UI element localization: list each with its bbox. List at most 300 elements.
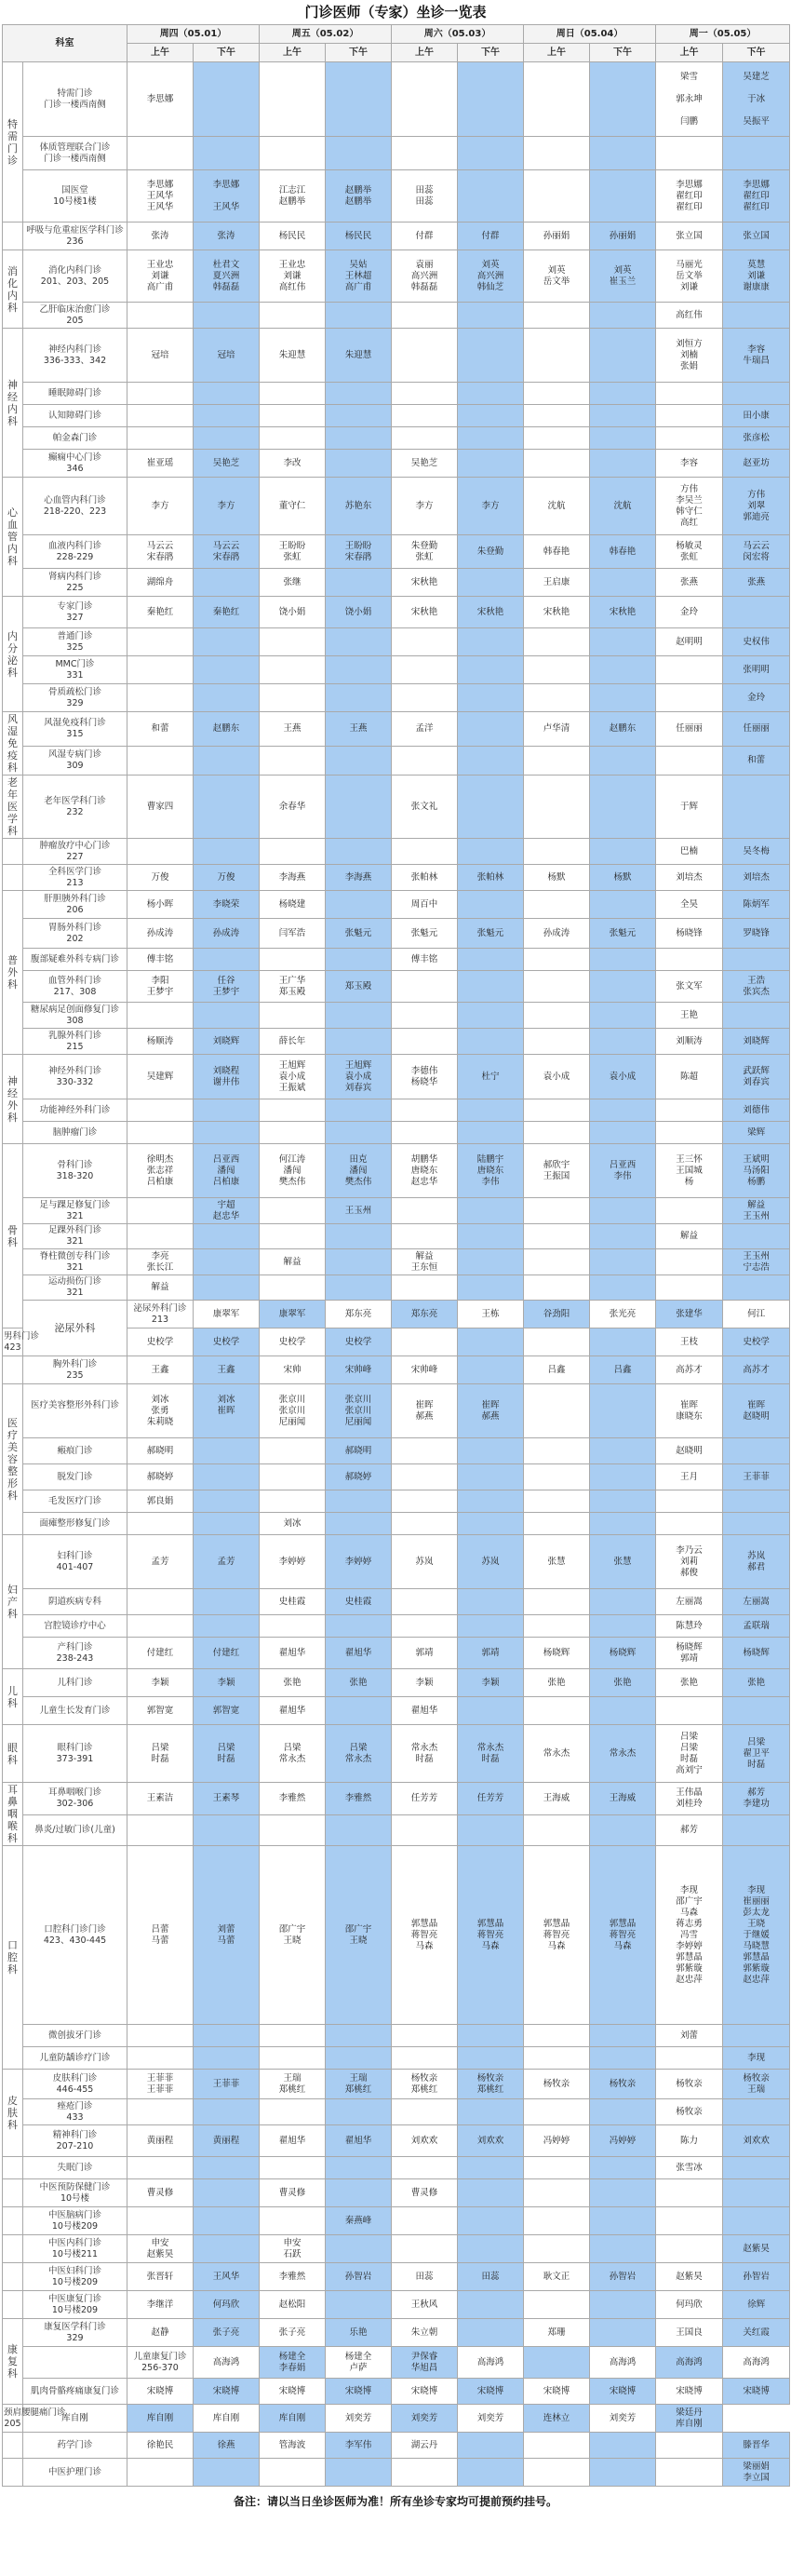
cell-text: 管海波 — [278, 2439, 306, 2450]
cell-text: 痤疮门诊 — [57, 2100, 93, 2111]
am-doctor-cell — [590, 2405, 656, 2433]
cell-text: 杨默 — [613, 871, 632, 883]
pm-header: 下午 — [723, 44, 790, 62]
cell-text: 10号楼209 — [51, 2276, 99, 2287]
cell-text: 普通门诊 — [57, 630, 93, 641]
cell-text: 中医脑病门诊 — [47, 2209, 101, 2220]
pm-doctor-cell — [723, 656, 790, 684]
cell-text: 康翠军 — [212, 1308, 240, 1319]
am-header: 上午 — [127, 44, 194, 62]
cell-text: 杨晓锋 — [676, 927, 703, 938]
pm-doctor-cell — [194, 1783, 260, 1815]
cell-text: 刘欢欢 — [410, 2135, 438, 2146]
cell-text: 郑玉殿 — [344, 980, 372, 991]
am-doctor-cell — [260, 450, 326, 478]
cell-text: 401-407 — [56, 1561, 94, 1572]
pm-doctor-cell — [458, 1198, 524, 1224]
cell-text: 赵紫昊 — [743, 2243, 770, 2254]
clinic-cell — [127, 2347, 194, 2379]
am-header: 上午 — [260, 44, 326, 62]
pm-doctor-cell — [458, 1249, 524, 1275]
cell-text: 李思娜 — [743, 179, 770, 190]
am-doctor-cell — [260, 1144, 326, 1198]
cell-text: 杨顺涛 — [146, 1035, 174, 1046]
dept-cell — [3, 2263, 23, 2291]
am-doctor-cell — [260, 1589, 326, 1615]
pm-doctor-cell — [326, 2263, 392, 2291]
dept-cell — [3, 2433, 23, 2459]
table-row — [3, 1301, 790, 1328]
am-doctor-cell — [524, 1535, 590, 1589]
pm-doctor-cell — [590, 250, 656, 303]
pm-doctor-cell — [723, 1055, 790, 1099]
pm-doctor-cell — [723, 2291, 790, 2319]
cell-text: 时磊 — [481, 1753, 500, 1764]
table-row — [3, 1099, 790, 1122]
pm-doctor-cell — [723, 1697, 790, 1725]
cell-text: 鼻炎/过敏门诊(儿童) — [34, 1825, 115, 1836]
pm-doctor-cell — [194, 628, 260, 656]
clinic-cell — [23, 628, 127, 656]
am-doctor-cell — [260, 62, 326, 137]
am-doctor-cell — [127, 891, 194, 919]
am-doctor-cell — [127, 1815, 194, 1846]
cell-text: 215 — [66, 1041, 84, 1052]
pm-doctor-cell — [458, 1144, 524, 1198]
am-doctor-cell — [127, 839, 194, 865]
cell-text: 付群 — [481, 230, 500, 241]
cell-text: 张魁元 — [476, 927, 504, 938]
am-doctor-cell — [392, 2433, 458, 2459]
cell-text: 郝君 — [747, 1561, 766, 1572]
cell-text: 潘闯 — [217, 1165, 235, 1176]
pm-doctor-cell — [458, 1783, 524, 1815]
pm-doctor-cell — [194, 1003, 260, 1029]
pm-doctor-cell — [590, 1029, 656, 1055]
pm-doctor-cell — [326, 62, 392, 137]
cell-text: 朱迎慧 — [278, 349, 306, 360]
cell-text: 孙成涛 — [543, 927, 570, 938]
am-doctor-cell — [524, 2379, 590, 2405]
clinic-cell — [3, 2405, 66, 2433]
cell-text: 330-332 — [56, 1076, 94, 1087]
cell-text: 产科门诊 — [57, 1641, 93, 1652]
cell-text: 刘楠 — [680, 349, 699, 360]
cell-text: 宇超 — [217, 1199, 235, 1210]
cell-text: 高广甫 — [146, 281, 174, 292]
pm-doctor-cell — [723, 949, 790, 971]
am-doctor-cell — [127, 2157, 194, 2179]
am-doctor-cell — [392, 2319, 458, 2347]
cell-text: 曹灵修 — [410, 2187, 438, 2198]
am-doctor-cell — [656, 170, 723, 223]
cell-text: 蒋智亮 — [476, 1929, 504, 1940]
am-doctor-cell — [392, 535, 458, 569]
cell-text: 郭慧晶 — [609, 1918, 637, 1929]
pm-doctor-cell — [326, 1198, 392, 1224]
cell-text: 杨牧亲 — [476, 2072, 504, 2084]
cell-text: 228-229 — [56, 551, 94, 562]
cell-text: 高兴洲 — [476, 270, 504, 281]
am-doctor-cell — [392, 1249, 458, 1275]
cell-text: 宋晓博 — [743, 2385, 770, 2396]
cell-text: 心血管内科门诊 — [44, 494, 106, 506]
am-doctor-cell — [458, 2405, 524, 2433]
pm-doctor-cell — [458, 712, 524, 747]
cell-text: 常永杰 — [543, 1747, 570, 1759]
am-doctor-cell — [260, 1099, 326, 1122]
clinic-cell — [23, 223, 127, 250]
table-row — [3, 919, 790, 949]
am-doctor-cell — [392, 250, 458, 303]
cell-text: 张魁元 — [344, 927, 372, 938]
am-doctor-cell — [392, 2179, 458, 2207]
am-doctor-cell — [260, 2319, 326, 2347]
am-doctor-cell — [392, 971, 458, 1003]
cell-text: 史校学 — [743, 1336, 770, 1347]
clinic-cell — [23, 1029, 127, 1055]
cell-text: 李思娜 — [146, 179, 174, 190]
cell-text: 运动损伤门诊 — [47, 1276, 101, 1287]
am-doctor-cell — [524, 2125, 590, 2157]
am-doctor-cell — [656, 747, 723, 775]
dept-cell: 特需门诊 — [3, 62, 23, 223]
pm-doctor-cell — [194, 427, 260, 450]
cell-text: 张志祥 — [146, 1165, 174, 1176]
cell-text: 田克 — [349, 1153, 368, 1165]
cell-text: 张虹 — [283, 551, 302, 562]
pm-doctor-cell — [590, 383, 656, 405]
pm-doctor-cell — [194, 2070, 260, 2099]
am-doctor-cell — [656, 1669, 723, 1697]
cell-text: 郭智宽 — [146, 1705, 174, 1716]
cell-text: 宋秋艳 — [410, 606, 438, 617]
clinic-cell — [127, 1301, 194, 1328]
pm-doctor-cell — [194, 2047, 260, 2070]
pm-doctor-cell — [326, 1055, 392, 1099]
pm-doctor-cell — [194, 1275, 260, 1301]
cell-text: 张明明 — [743, 664, 770, 675]
table-row — [3, 684, 790, 712]
cell-text: 杨民民 — [344, 230, 372, 241]
table-row — [3, 1669, 790, 1697]
cell-text: 杨牧亲 — [676, 2106, 703, 2117]
cell-text: 吕梁 — [747, 1736, 766, 1747]
pm-doctor-cell — [458, 2379, 524, 2405]
cell-text: 张立国 — [676, 230, 703, 241]
cell-text: 433 — [66, 2111, 84, 2123]
am-doctor-cell — [656, 2125, 723, 2157]
cell-text: 高红 — [680, 517, 699, 528]
pm-doctor-cell — [326, 2070, 392, 2099]
cell-text: 莫慧 — [747, 259, 766, 270]
cell-text: 冠培 — [151, 349, 169, 360]
pm-doctor-cell — [194, 329, 260, 383]
pm-doctor-cell — [723, 2025, 790, 2047]
am-doctor-cell — [392, 1535, 458, 1589]
dept-cell: 神经外科 — [3, 1055, 23, 1144]
am-doctor-cell — [260, 2125, 326, 2157]
am-doctor-cell — [127, 2025, 194, 2047]
pm-doctor-cell — [326, 1003, 392, 1029]
pm-header: 下午 — [590, 44, 656, 62]
cell-text: 药学门诊 — [57, 2439, 93, 2450]
cell-text: 任丽丽 — [676, 723, 703, 735]
cell-text: 消化内科门诊 — [47, 264, 101, 276]
cell-text: 韩春艳 — [543, 546, 570, 557]
cell-text: 于继媛 — [743, 1929, 770, 1940]
am-doctor-cell — [656, 839, 723, 865]
cell-text: 刘德伟 — [743, 1104, 770, 1115]
am-doctor-cell — [392, 1815, 458, 1846]
pm-doctor-cell — [723, 628, 790, 656]
dept-cell: 内分泌科 — [3, 597, 23, 712]
table-row — [3, 569, 790, 597]
pm-doctor-cell — [458, 1513, 524, 1535]
am-doctor-cell — [127, 2379, 194, 2405]
am-doctor-cell — [524, 1356, 590, 1384]
am-doctor-cell — [392, 1589, 458, 1615]
am-doctor-cell — [127, 569, 194, 597]
cell-text: 苏岚 — [747, 1550, 766, 1561]
cell-text: 刘春宾 — [344, 1082, 372, 1093]
cell-text: 肝胆胰外科门诊 — [44, 893, 106, 904]
cell-text: 宋帅 — [283, 1364, 302, 1375]
cell-text: 10号楼 — [60, 2192, 90, 2204]
table-row — [3, 1249, 790, 1275]
am-doctor-cell — [260, 1224, 326, 1249]
cell-text: 罗晓锋 — [743, 927, 770, 938]
am-doctor-cell — [260, 747, 326, 775]
cell-text: 刘欢欢 — [743, 2135, 770, 2146]
cell-text: 和蕾 — [747, 755, 766, 766]
clinic-cell — [3, 1328, 40, 1356]
am-doctor-cell — [524, 2179, 590, 2207]
cell-text: 沈航 — [547, 500, 566, 511]
clinic-cell — [23, 329, 127, 383]
cell-text: 李颖 — [151, 1677, 169, 1688]
am-doctor-cell — [524, 747, 590, 775]
cell-text: 脊柱微创专科门诊 — [39, 1250, 111, 1261]
pm-doctor-cell — [590, 1384, 656, 1438]
cell-text: 李海燕 — [278, 871, 306, 883]
pm-doctor-cell — [326, 2379, 392, 2405]
am-doctor-cell — [260, 1697, 326, 1725]
cell-text: 韩磊磊 — [410, 281, 438, 292]
table-row — [3, 1615, 790, 1638]
cell-text: 金玲 — [747, 692, 766, 703]
cell-text: 郭永坤 — [676, 93, 703, 104]
table-row — [3, 62, 790, 137]
clinic-cell — [23, 2379, 127, 2405]
dept-cell — [3, 2291, 23, 2319]
cell-text: 杨晓建 — [278, 898, 306, 910]
cell-text: 王盼盼 — [278, 540, 306, 551]
pm-doctor-cell — [458, 2263, 524, 2291]
pm-doctor-cell — [458, 2047, 524, 2070]
am-doctor-cell — [392, 712, 458, 747]
cell-text: 曹灵修 — [146, 2187, 174, 2198]
am-doctor-cell — [127, 405, 194, 427]
cell-text: 袁丽 — [415, 259, 434, 270]
pm-doctor-cell — [194, 2179, 260, 2207]
pm-doctor-cell — [723, 1356, 790, 1384]
am-doctor-cell — [392, 223, 458, 250]
clinic-cell — [23, 569, 127, 597]
cell-text: 泌尿外科门诊 — [133, 1302, 187, 1314]
am-doctor-cell — [656, 775, 723, 839]
cell-text: 李婷婷 — [344, 1556, 372, 1567]
am-doctor-cell — [392, 2070, 458, 2099]
cell-text: 刘培杰 — [676, 871, 703, 883]
cell-text: 张虹 — [415, 551, 434, 562]
cell-text: 陆鹏宇 — [476, 1153, 504, 1165]
cell-text: 赵鹏东 — [212, 723, 240, 735]
cell-text: 王玉州 — [344, 1205, 372, 1216]
cell-text: 付建红 — [212, 1647, 240, 1658]
pm-doctor-cell — [326, 1725, 392, 1783]
am-doctor-cell — [260, 1535, 326, 1589]
cell-text: 邵广宇 — [278, 1923, 306, 1935]
page-title: 门诊医师（专家）坐诊一览表 — [304, 4, 487, 20]
pm-doctor-cell — [723, 1589, 790, 1615]
cell-text: 口腔科门诊门诊 — [44, 1923, 106, 1935]
cell-text: 翟旭华 — [278, 2135, 306, 2146]
am-doctor-cell — [127, 2235, 194, 2263]
pm-doctor-cell — [458, 405, 524, 427]
table-row — [3, 1198, 790, 1224]
cell-text: 妇科门诊 — [57, 1550, 93, 1561]
am-doctor-cell — [260, 1275, 326, 1301]
pm-doctor-cell — [194, 1356, 260, 1384]
dept-cell — [3, 2459, 23, 2487]
pm-doctor-cell — [590, 2235, 656, 2263]
cell-text: 308 — [66, 1015, 84, 1026]
cell-text: 321 — [66, 1261, 84, 1273]
pm-doctor-cell — [458, 1003, 524, 1029]
cell-text: 高苏才 — [743, 1364, 770, 1375]
cell-text: 万俊 — [151, 871, 169, 883]
table-row — [3, 478, 790, 535]
cell-text: 赵忠萍 — [743, 1974, 770, 1985]
cell-text: 王瑞 — [283, 2072, 302, 2084]
cell-text: 吕梁 — [680, 1742, 699, 1753]
am-doctor-cell — [260, 712, 326, 747]
am-doctor-cell — [127, 865, 194, 891]
am-doctor-cell — [127, 684, 194, 712]
pm-doctor-cell — [590, 450, 656, 478]
cell-text: 郭慧晶 — [743, 1951, 770, 1962]
cell-text: 饶小娟 — [278, 606, 306, 617]
cell-text: 男科门诊 — [4, 1330, 40, 1342]
am-doctor-cell — [524, 684, 590, 712]
cell-text: 胸外科门诊 — [52, 1358, 98, 1369]
clinic-cell — [23, 1535, 127, 1589]
cell-text: 周百中 — [410, 898, 438, 910]
cell-text: 张帕林 — [410, 871, 438, 883]
cell-text: 郝晓婷 — [344, 1471, 372, 1482]
am-doctor-cell — [260, 1249, 326, 1275]
cell-text: 李方 — [481, 500, 500, 511]
am-doctor-cell — [260, 303, 326, 329]
am-doctor-cell — [260, 1725, 326, 1783]
dept-cell: 儿科 — [3, 1669, 23, 1725]
pm-doctor-cell — [194, 712, 260, 747]
pm-doctor-cell — [723, 1513, 790, 1535]
am-header: 上午 — [392, 44, 458, 62]
pm-doctor-cell — [590, 569, 656, 597]
cell-text: 赵亚坊 — [743, 457, 770, 468]
pm-doctor-cell — [723, 839, 790, 865]
cell-text: 赵晓明 — [743, 1410, 770, 1422]
clinic-cell — [23, 1589, 127, 1615]
am-doctor-cell — [260, 2291, 326, 2319]
pm-doctor-cell — [723, 2157, 790, 2179]
cell-text: 韩守仁 — [676, 506, 703, 517]
cell-text: 李乃云 — [676, 1544, 703, 1556]
am-doctor-cell — [260, 919, 326, 949]
am-doctor-cell — [656, 1846, 723, 2025]
table-row — [3, 2099, 790, 2125]
pm-doctor-cell — [723, 1003, 790, 1029]
pm-doctor-cell — [458, 2070, 524, 2099]
cell-text: 刘莉 — [680, 1556, 699, 1567]
cell-text: 郑桃红 — [344, 2084, 372, 2095]
pm-doctor-cell — [194, 2099, 260, 2125]
pm-doctor-cell — [723, 1815, 790, 1846]
am-doctor-cell — [127, 1029, 194, 1055]
dept-cell: 耳鼻咽喉科 — [3, 1783, 23, 1846]
am-doctor-cell — [392, 1099, 458, 1122]
cell-text: 郭智宽 — [212, 1705, 240, 1716]
pm-doctor-cell — [590, 1198, 656, 1224]
clinic-cell — [23, 949, 127, 971]
pm-doctor-cell — [590, 839, 656, 865]
cell-text: 227 — [66, 851, 84, 862]
cell-text: 郭靖 — [415, 1647, 434, 1658]
cell-text: 韩磊磊 — [212, 281, 240, 292]
pm-doctor-cell — [723, 569, 790, 597]
cell-text: 马丽光 — [676, 259, 703, 270]
dept-header: 科室 — [3, 25, 127, 62]
cell-text: 解益 — [680, 1231, 699, 1241]
table-row — [3, 2319, 790, 2347]
am-doctor-cell — [127, 1697, 194, 1725]
cell-text: 马森 — [613, 1940, 632, 1951]
cell-text: 何玛欣 — [676, 2299, 703, 2310]
cell-text: 321 — [66, 1236, 84, 1247]
pm-doctor-cell — [194, 597, 260, 628]
cell-text: 张继 — [283, 576, 302, 587]
cell-text: 滕晋华 — [743, 2439, 770, 2450]
cell-text: 郝芳 — [680, 1825, 699, 1836]
am-doctor-cell — [656, 405, 723, 427]
pm-doctor-cell — [524, 2347, 590, 2379]
cell-text: 乐艳 — [349, 2326, 368, 2338]
cell-text: 张子亮 — [212, 2326, 240, 2338]
am-doctor-cell — [260, 1846, 326, 2025]
cell-text: 闵宏将 — [743, 551, 770, 562]
am-doctor-cell — [392, 1003, 458, 1029]
cell-text: 李亮 — [151, 1250, 169, 1261]
pm-doctor-cell — [590, 1144, 656, 1198]
pm-doctor-cell — [326, 2291, 392, 2319]
clinic-cell — [23, 2319, 127, 2347]
cell-text: 宋晓博 — [212, 2385, 240, 2396]
cell-text: 付建红 — [146, 1647, 174, 1658]
am-doctor-cell — [127, 2459, 194, 2487]
pm-doctor-cell — [326, 2459, 392, 2487]
